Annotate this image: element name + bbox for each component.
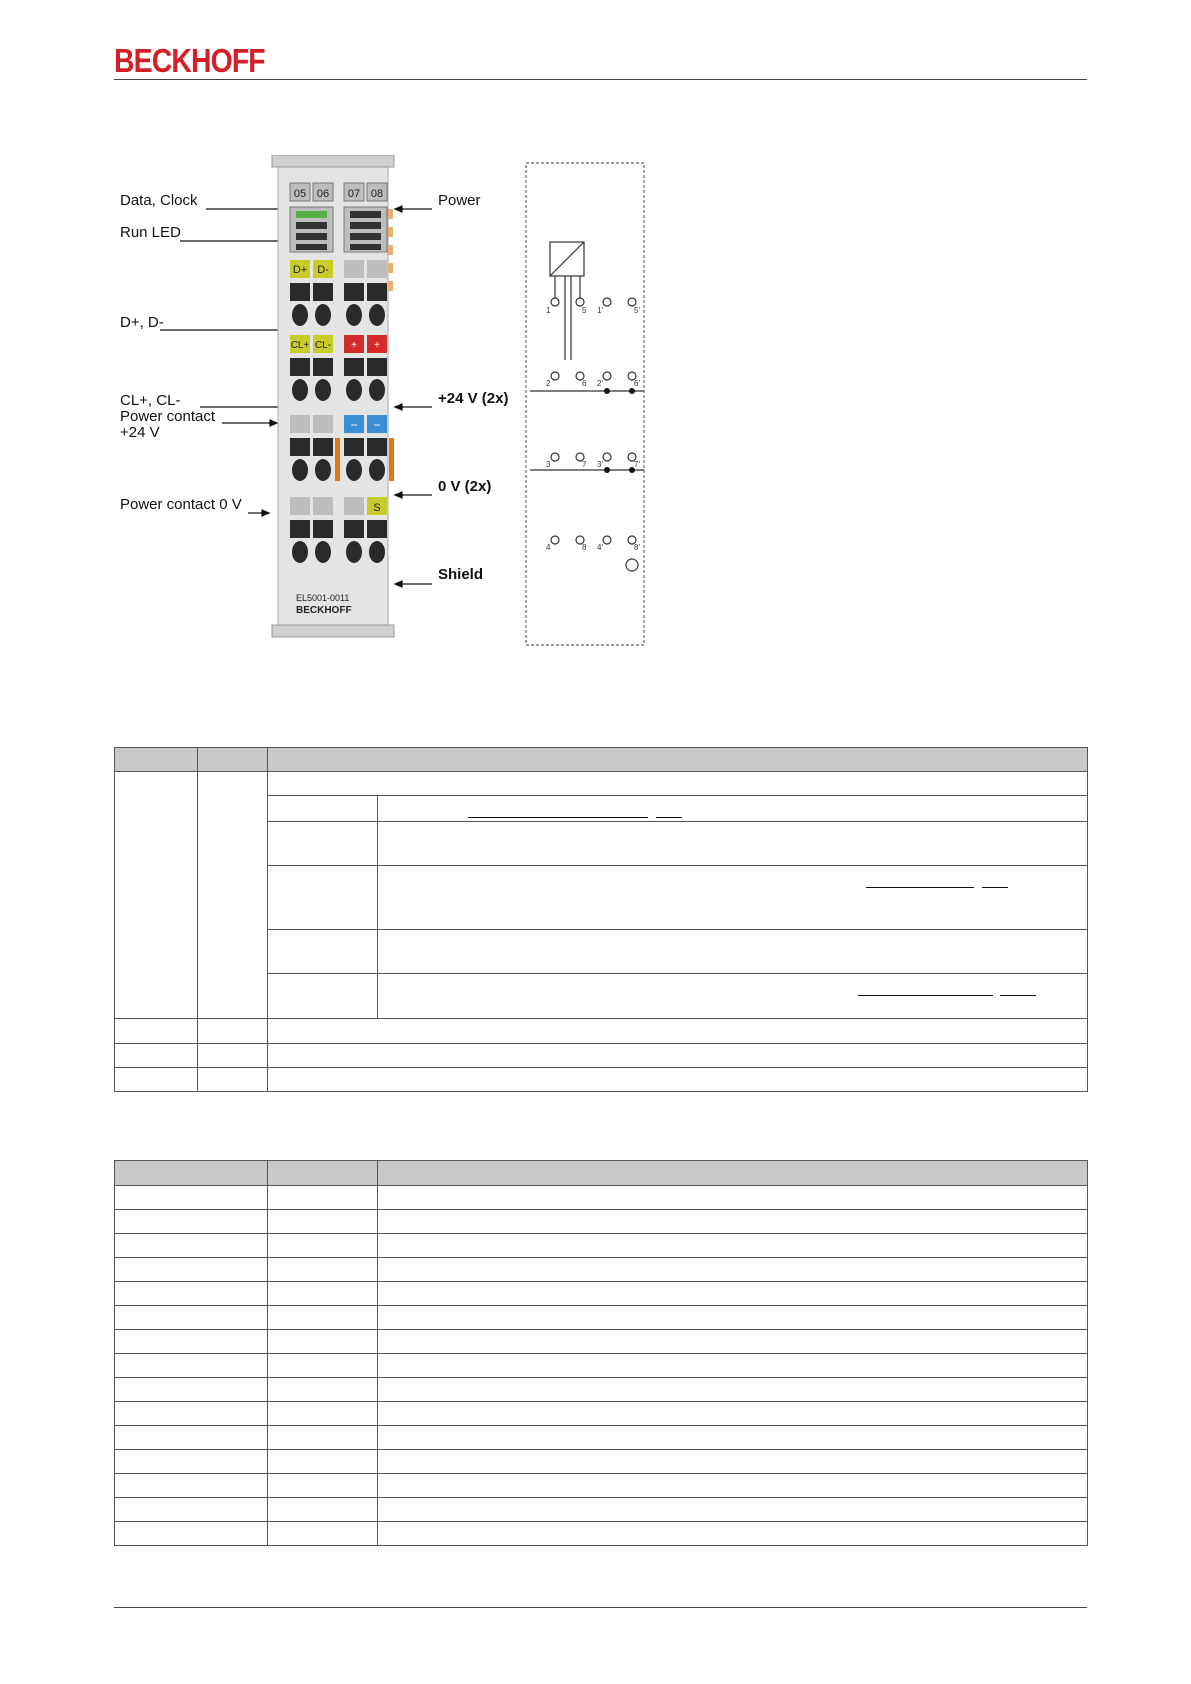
pin-table-header [115, 1161, 1088, 1186]
table-row [115, 1068, 1088, 1092]
schematic-pin-8p: 8' [634, 543, 640, 552]
label-run-led: Run LED [120, 224, 181, 241]
table-row [115, 1234, 1088, 1258]
terminal-label-d-minus: D- [317, 264, 329, 276]
table-row [115, 1426, 1088, 1450]
table-row [115, 1450, 1088, 1474]
schematic-pin-4p: 4' [597, 543, 603, 552]
terminal-model: EL5001-0011 [296, 593, 350, 603]
schematic-pin-7p: 7' [634, 460, 640, 469]
led-table-header [115, 748, 1088, 772]
label-plus24v: +24 V [120, 424, 160, 441]
schematic-pin-2p: 2' [597, 379, 603, 388]
schematic-pin-6p: 6' [634, 379, 640, 388]
terminal-label-d-plus: D+ [292, 264, 308, 276]
brand-logo: BECKHOFF [114, 42, 265, 79]
schematic-pin-1: 1 [546, 306, 551, 315]
label-cl-plus-minus: CL+, CL- [120, 392, 181, 409]
link-underline[interactable] [982, 887, 1008, 888]
schematic-pin-6: 6 [582, 379, 587, 388]
pin-table [114, 1160, 1088, 1546]
table-row [115, 1306, 1088, 1330]
terminal-num-05: 05 [293, 188, 307, 200]
schematic-pin-5p: 5' [634, 306, 640, 315]
label-data-clock: Data, Clock [120, 192, 198, 209]
terminal-label-shield: S [373, 502, 381, 514]
terminal-figure [110, 155, 690, 655]
terminal-label-plus-2: + [374, 340, 380, 351]
label-power-contact: Power contact [120, 408, 216, 425]
schematic-pin-1p: 1' [597, 306, 603, 315]
label-power-contact-0v: Power contact 0 V [120, 496, 242, 513]
link-underline[interactable] [858, 995, 993, 996]
table-row [115, 1019, 1088, 1044]
table-row [115, 1402, 1088, 1426]
label-d-plus-minus: D+, D- [120, 314, 164, 331]
link-underline[interactable] [1000, 995, 1036, 996]
footer-rule [114, 1607, 1087, 1608]
table-row [115, 1210, 1088, 1234]
terminal-num-08: 08 [370, 188, 384, 200]
schematic-pin-4: 4 [546, 543, 551, 552]
link-underline[interactable] [468, 817, 648, 818]
header-rule [114, 79, 1087, 80]
table-row [115, 1378, 1088, 1402]
terminal-label-plus-1: + [351, 340, 357, 351]
table-row [115, 1186, 1088, 1210]
schematic-pin-8: 8 [582, 543, 587, 552]
schematic-pin-2: 2 [546, 379, 551, 388]
schematic-pin-7: 7 [582, 460, 587, 469]
link-underline[interactable] [866, 887, 974, 888]
terminal-diagram [110, 155, 690, 655]
terminal-num-06: 06 [316, 188, 330, 200]
table-row [115, 1474, 1088, 1498]
label-plus24v-2x: +24 V (2x) [438, 390, 509, 407]
terminal-label-cl-plus: CL+ [290, 340, 310, 351]
table-row [115, 772, 1088, 796]
table-row [115, 1282, 1088, 1306]
link-underline[interactable] [656, 817, 682, 818]
led-table [114, 747, 1088, 1092]
terminal-label-minus-1: − [350, 418, 358, 432]
label-power: Power [438, 192, 481, 209]
schematic-pin-3: 3 [546, 460, 551, 469]
schematic-pin-5: 5 [582, 306, 587, 315]
label-0v-2x: 0 V (2x) [438, 478, 492, 495]
terminal-label-cl-minus: CL- [314, 340, 332, 351]
table-row [115, 1498, 1088, 1522]
terminal-num-07: 07 [347, 188, 361, 200]
table-row [115, 1330, 1088, 1354]
table-row [115, 1044, 1088, 1068]
table-row [115, 1258, 1088, 1282]
label-shield: Shield [438, 566, 484, 583]
table-row [115, 1522, 1088, 1546]
table-row [115, 1354, 1088, 1378]
terminal-label-minus-2: − [373, 418, 381, 432]
terminal-brand: BECKHOFF [296, 605, 352, 616]
schematic-pin-3p: 3' [597, 460, 603, 469]
